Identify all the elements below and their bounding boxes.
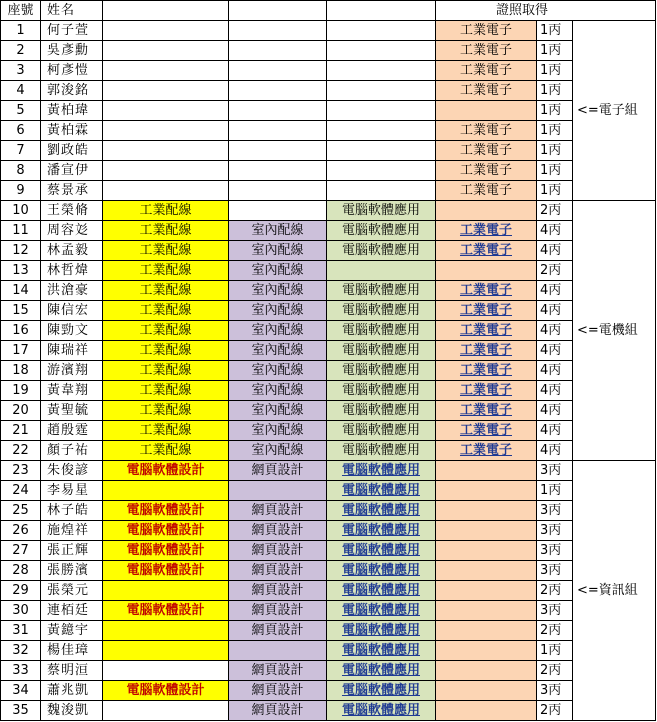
seat-number-cell: 6 xyxy=(1,121,41,141)
cert-column-3-cell xyxy=(327,81,436,101)
cert-count-cell: 2丙 xyxy=(537,621,573,641)
cert-column-1-cell: 工業配線 xyxy=(103,221,229,241)
student-name-cell: 黃聖毓 xyxy=(41,401,103,421)
table-row xyxy=(1,281,656,301)
table-row xyxy=(1,161,656,181)
cert-column-4-cell: 工業電子 xyxy=(436,401,537,421)
seat-number-cell: 28 xyxy=(1,561,41,581)
cert-column-4-cell: 工業電子 xyxy=(436,321,537,341)
cert-column-3-cell: 電腦軟體應用 xyxy=(327,301,436,321)
cert-column-2-cell xyxy=(229,141,327,161)
cert-count-cell: 2丙 xyxy=(537,701,573,721)
student-name-cell: 連栢廷 xyxy=(41,601,103,621)
student-name-cell: 朱俊諺 xyxy=(41,461,103,481)
seat-number-cell: 8 xyxy=(1,161,41,181)
student-name-cell: 林孟毅 xyxy=(41,241,103,261)
student-name-cell: 李易星 xyxy=(41,481,103,501)
cert-column-4-cell: 工業電子 xyxy=(436,61,537,81)
cert-column-3-cell: 電腦軟體應用 xyxy=(327,481,436,501)
student-name-cell: 黃韋翔 xyxy=(41,381,103,401)
table-row xyxy=(1,61,656,81)
table-row xyxy=(1,261,656,281)
seat-number-cell: 3 xyxy=(1,61,41,81)
cert-count-cell: 4丙 xyxy=(537,441,573,461)
cert-column-3-cell: 電腦軟體應用 xyxy=(327,221,436,241)
student-name-cell: 顏子祐 xyxy=(41,441,103,461)
table-row xyxy=(1,441,656,461)
cert-column-4-cell xyxy=(436,501,537,521)
header-name: 姓名 xyxy=(41,1,103,21)
cert-column-2-cell: 室內配線 xyxy=(229,341,327,361)
cert-count-cell: 1丙 xyxy=(537,81,573,101)
cert-column-1-cell xyxy=(103,101,229,121)
table-row xyxy=(1,421,656,441)
seat-number-cell: 12 xyxy=(1,241,41,261)
seat-number-cell: 16 xyxy=(1,321,41,341)
table-row xyxy=(1,81,656,101)
cert-column-2-cell: 室內配線 xyxy=(229,401,327,421)
header-blank-2 xyxy=(229,1,327,21)
cert-column-3-cell: 電腦軟體應用 xyxy=(327,201,436,221)
cert-column-1-cell xyxy=(103,581,229,601)
table-row xyxy=(1,101,656,121)
cert-column-4-cell xyxy=(436,481,537,501)
cert-column-2-cell: 網頁設計 xyxy=(229,581,327,601)
cert-column-1-cell: 電腦軟體設計 xyxy=(103,501,229,521)
cert-column-2-cell xyxy=(229,101,327,121)
cert-column-1-cell xyxy=(103,141,229,161)
cert-column-2-cell: 室內配線 xyxy=(229,281,327,301)
cert-count-cell: 2丙 xyxy=(537,661,573,681)
cert-column-4-cell: 工業電子 xyxy=(436,81,537,101)
seat-number-cell: 13 xyxy=(1,261,41,281)
cert-count-cell: 3丙 xyxy=(537,601,573,621)
cert-count-cell: 1丙 xyxy=(537,641,573,661)
student-name-cell: 陳瑞祥 xyxy=(41,341,103,361)
cert-count-cell: 3丙 xyxy=(537,561,573,581)
cert-column-3-cell: 電腦軟體應用 xyxy=(327,361,436,381)
cert-column-3-cell xyxy=(327,41,436,61)
cert-column-4-cell xyxy=(436,561,537,581)
table-row xyxy=(1,501,656,521)
seat-number-cell: 17 xyxy=(1,341,41,361)
student-name-cell: 施煌祥 xyxy=(41,521,103,541)
seat-number-cell: 18 xyxy=(1,361,41,381)
table-row xyxy=(1,301,656,321)
cert-column-1-cell: 工業配線 xyxy=(103,421,229,441)
cert-count-cell: 3丙 xyxy=(537,541,573,561)
table-row xyxy=(1,481,656,501)
cert-count-cell: 1丙 xyxy=(537,181,573,201)
cert-column-2-cell: 網頁設計 xyxy=(229,661,327,681)
cert-column-4-cell: 工業電子 xyxy=(436,381,537,401)
cert-column-1-cell xyxy=(103,621,229,641)
cert-column-4-cell xyxy=(436,601,537,621)
cert-column-2-cell: 網頁設計 xyxy=(229,461,327,481)
cert-count-cell: 1丙 xyxy=(537,61,573,81)
cert-column-3-cell: 電腦軟體應用 xyxy=(327,641,436,661)
cert-column-2-cell: 室內配線 xyxy=(229,421,327,441)
cert-column-2-cell: 網頁設計 xyxy=(229,681,327,701)
cert-column-4-cell: 工業電子 xyxy=(436,161,537,181)
cert-column-2-cell: 網頁設計 xyxy=(229,621,327,641)
seat-number-cell: 11 xyxy=(1,221,41,241)
seat-number-cell: 23 xyxy=(1,461,41,481)
student-name-cell: 周容彣 xyxy=(41,221,103,241)
cert-column-4-cell: 工業電子 xyxy=(436,421,537,441)
cert-column-3-cell xyxy=(327,61,436,81)
cert-column-2-cell: 室內配線 xyxy=(229,241,327,261)
cert-column-1-cell xyxy=(103,41,229,61)
cert-count-cell: 4丙 xyxy=(537,221,573,241)
student-name-cell: 張勝濱 xyxy=(41,561,103,581)
cert-column-3-cell: 電腦軟體應用 xyxy=(327,341,436,361)
cert-column-4-cell: 工業電子 xyxy=(436,281,537,301)
seat-number-cell: 32 xyxy=(1,641,41,661)
cert-column-3-cell: 電腦軟體應用 xyxy=(327,281,436,301)
cert-column-3-cell: 電腦軟體應用 xyxy=(327,561,436,581)
header-row xyxy=(1,1,656,21)
cert-column-1-cell xyxy=(103,121,229,141)
cert-column-3-cell: 電腦軟體應用 xyxy=(327,681,436,701)
cert-count-cell: 4丙 xyxy=(537,401,573,421)
student-name-cell: 洪滄豪 xyxy=(41,281,103,301)
seat-number-cell: 19 xyxy=(1,381,41,401)
table-row xyxy=(1,381,656,401)
cert-column-4-cell xyxy=(436,521,537,541)
cert-column-4-cell xyxy=(436,641,537,661)
cert-column-4-cell xyxy=(436,261,537,281)
seat-number-cell: 14 xyxy=(1,281,41,301)
cert-column-3-cell xyxy=(327,121,436,141)
cert-column-2-cell xyxy=(229,81,327,101)
table-row xyxy=(1,341,656,361)
cert-column-2-cell: 網頁設計 xyxy=(229,601,327,621)
cert-column-1-cell xyxy=(103,181,229,201)
cert-column-1-cell: 工業配線 xyxy=(103,321,229,341)
student-name-cell: 林哲煒 xyxy=(41,261,103,281)
student-name-cell: 黃柏瑋 xyxy=(41,101,103,121)
cert-column-2-cell: 室內配線 xyxy=(229,361,327,381)
cert-column-4-cell: 工業電子 xyxy=(436,181,537,201)
cert-column-3-cell xyxy=(327,181,436,201)
cert-count-cell: 1丙 xyxy=(537,481,573,501)
table-row xyxy=(1,21,656,41)
student-name-cell: 陳勁文 xyxy=(41,321,103,341)
student-name-cell: 蕭兆凱 xyxy=(41,681,103,701)
cert-count-cell: 1丙 xyxy=(537,21,573,41)
table-row xyxy=(1,521,656,541)
table-row xyxy=(1,461,656,481)
cert-column-1-cell: 工業配線 xyxy=(103,361,229,381)
table-row xyxy=(1,201,656,221)
cert-column-3-cell: 電腦軟體應用 xyxy=(327,601,436,621)
cert-column-2-cell xyxy=(229,61,327,81)
cert-count-cell: 2丙 xyxy=(537,261,573,281)
student-name-cell: 何子萱 xyxy=(41,21,103,41)
student-name-cell: 張榮元 xyxy=(41,581,103,601)
cert-column-4-cell: 工業電子 xyxy=(436,41,537,61)
cert-column-3-cell: 電腦軟體應用 xyxy=(327,241,436,261)
cert-column-1-cell: 工業配線 xyxy=(103,241,229,261)
seat-number-cell: 9 xyxy=(1,181,41,201)
seat-number-cell: 4 xyxy=(1,81,41,101)
cert-count-cell: 4丙 xyxy=(537,301,573,321)
seat-number-cell: 2 xyxy=(1,41,41,61)
cert-column-3-cell: 電腦軟體應用 xyxy=(327,401,436,421)
cert-column-4-cell xyxy=(436,701,537,721)
cert-count-cell: 3丙 xyxy=(537,501,573,521)
cert-column-2-cell: 室內配線 xyxy=(229,321,327,341)
table-row xyxy=(1,361,656,381)
cert-column-1-cell: 工業配線 xyxy=(103,301,229,321)
table-row xyxy=(1,241,656,261)
cert-column-3-cell: 電腦軟體應用 xyxy=(327,461,436,481)
cert-count-cell: 3丙 xyxy=(537,461,573,481)
seat-number-cell: 24 xyxy=(1,481,41,501)
student-name-cell: 黃鐿宇 xyxy=(41,621,103,641)
cert-column-3-cell: 電腦軟體應用 xyxy=(327,501,436,521)
student-name-cell: 魏浚凱 xyxy=(41,701,103,721)
cert-count-cell: 4丙 xyxy=(537,321,573,341)
cert-column-1-cell: 工業配線 xyxy=(103,441,229,461)
cert-count-cell: 4丙 xyxy=(537,241,573,261)
cert-column-1-cell xyxy=(103,481,229,501)
table-row xyxy=(1,561,656,581)
cert-column-2-cell xyxy=(229,21,327,41)
cert-column-3-cell xyxy=(327,101,436,121)
student-name-cell: 吳彥勳 xyxy=(41,41,103,61)
cert-count-cell: 4丙 xyxy=(537,381,573,401)
cert-column-1-cell xyxy=(103,661,229,681)
seat-number-cell: 34 xyxy=(1,681,41,701)
cert-column-2-cell: 網頁設計 xyxy=(229,501,327,521)
cert-count-cell: 4丙 xyxy=(537,421,573,441)
cert-column-3-cell xyxy=(327,21,436,41)
cert-column-2-cell xyxy=(229,181,327,201)
cert-count-cell: 4丙 xyxy=(537,361,573,381)
header-blank-3 xyxy=(327,1,436,21)
table-row xyxy=(1,41,656,61)
cert-column-4-cell xyxy=(436,101,537,121)
cert-count-cell: 1丙 xyxy=(537,121,573,141)
cert-count-cell: 3丙 xyxy=(537,681,573,701)
cert-column-1-cell: 電腦軟體設計 xyxy=(103,521,229,541)
cert-column-1-cell: 工業配線 xyxy=(103,341,229,361)
cert-count-cell: 1丙 xyxy=(537,141,573,161)
cert-column-4-cell: 工業電子 xyxy=(436,361,537,381)
cert-column-4-cell: 工業電子 xyxy=(436,241,537,261)
student-name-cell: 黃柏霖 xyxy=(41,121,103,141)
cert-column-1-cell xyxy=(103,641,229,661)
cert-column-4-cell: 工業電子 xyxy=(436,441,537,461)
cert-count-cell: 2丙 xyxy=(537,201,573,221)
cert-count-cell: 1丙 xyxy=(537,41,573,61)
table-row xyxy=(1,581,656,601)
table-row xyxy=(1,141,656,161)
seat-number-cell: 27 xyxy=(1,541,41,561)
seat-number-cell: 29 xyxy=(1,581,41,601)
cert-column-2-cell xyxy=(229,41,327,61)
cert-column-1-cell: 電腦軟體設計 xyxy=(103,601,229,621)
cert-count-cell: 4丙 xyxy=(537,341,573,361)
cert-column-1-cell: 電腦軟體設計 xyxy=(103,681,229,701)
cert-column-3-cell: 電腦軟體應用 xyxy=(327,621,436,641)
table-row xyxy=(1,701,656,721)
student-name-cell: 張正輝 xyxy=(41,541,103,561)
header-blank-1 xyxy=(103,1,229,21)
table-row xyxy=(1,121,656,141)
seat-number-cell: 31 xyxy=(1,621,41,641)
cert-column-4-cell xyxy=(436,661,537,681)
cert-column-1-cell xyxy=(103,81,229,101)
student-name-cell: 楊佳璋 xyxy=(41,641,103,661)
cert-column-2-cell: 室內配線 xyxy=(229,441,327,461)
student-name-cell: 游濱翔 xyxy=(41,361,103,381)
student-name-cell: 趙殷霆 xyxy=(41,421,103,441)
cert-column-2-cell xyxy=(229,481,327,501)
cert-column-3-cell xyxy=(327,141,436,161)
cert-column-1-cell xyxy=(103,21,229,41)
seat-number-cell: 30 xyxy=(1,601,41,621)
student-name-cell: 蔡景承 xyxy=(41,181,103,201)
cert-column-2-cell: 網頁設計 xyxy=(229,561,327,581)
table-row xyxy=(1,221,656,241)
cert-count-cell: 3丙 xyxy=(537,521,573,541)
cert-column-2-cell: 網頁設計 xyxy=(229,521,327,541)
group-label: <=資訊組 xyxy=(573,461,656,721)
table-row xyxy=(1,321,656,341)
seat-number-cell: 7 xyxy=(1,141,41,161)
group-label: <=電子組 xyxy=(573,21,656,201)
seat-number-cell: 15 xyxy=(1,301,41,321)
seat-number-cell: 20 xyxy=(1,401,41,421)
table-row xyxy=(1,661,656,681)
cert-count-cell: 4丙 xyxy=(537,281,573,301)
student-name-cell: 陳信宏 xyxy=(41,301,103,321)
cert-column-3-cell: 電腦軟體應用 xyxy=(327,421,436,441)
cert-column-4-cell: 工業電子 xyxy=(436,221,537,241)
cert-column-1-cell xyxy=(103,61,229,81)
cert-count-cell: 1丙 xyxy=(537,161,573,181)
student-name-cell: 蔡明洹 xyxy=(41,661,103,681)
cert-column-2-cell: 室內配線 xyxy=(229,381,327,401)
cert-column-2-cell xyxy=(229,201,327,221)
cert-column-4-cell xyxy=(436,461,537,481)
student-name-cell: 劉政皓 xyxy=(41,141,103,161)
cert-column-1-cell: 工業配線 xyxy=(103,401,229,421)
cert-column-3-cell: 電腦軟體應用 xyxy=(327,541,436,561)
seat-number-cell: 33 xyxy=(1,661,41,681)
student-name-cell: 郭浚銘 xyxy=(41,81,103,101)
table-row xyxy=(1,681,656,701)
seat-number-cell: 26 xyxy=(1,521,41,541)
table-row xyxy=(1,401,656,421)
cert-column-1-cell: 工業配線 xyxy=(103,201,229,221)
seat-number-cell: 10 xyxy=(1,201,41,221)
header-seat: 座號 xyxy=(1,1,41,21)
cert-column-4-cell: 工業電子 xyxy=(436,121,537,141)
seat-number-cell: 5 xyxy=(1,101,41,121)
student-name-cell: 柯彥愷 xyxy=(41,61,103,81)
student-name-cell: 王榮脩 xyxy=(41,201,103,221)
header-certs: 證照取得 xyxy=(436,1,656,21)
seat-number-cell: 22 xyxy=(1,441,41,461)
cert-column-1-cell: 工業配線 xyxy=(103,281,229,301)
cert-column-4-cell: 工業電子 xyxy=(436,301,537,321)
cert-column-2-cell xyxy=(229,641,327,661)
student-name-cell: 潘宣伊 xyxy=(41,161,103,181)
cert-count-cell: 1丙 xyxy=(537,101,573,121)
table-row xyxy=(1,641,656,661)
cert-column-1-cell xyxy=(103,161,229,181)
table-row xyxy=(1,621,656,641)
cert-column-4-cell xyxy=(436,201,537,221)
cert-column-2-cell xyxy=(229,161,327,181)
cert-column-3-cell xyxy=(327,161,436,181)
cert-column-1-cell: 工業配線 xyxy=(103,261,229,281)
cert-column-4-cell xyxy=(436,621,537,641)
seat-number-cell: 21 xyxy=(1,421,41,441)
cert-column-3-cell: 電腦軟體應用 xyxy=(327,321,436,341)
cert-column-3-cell: 電腦軟體應用 xyxy=(327,581,436,601)
table-row xyxy=(1,181,656,201)
cert-column-1-cell: 工業配線 xyxy=(103,381,229,401)
cert-column-4-cell: 工業電子 xyxy=(436,21,537,41)
cert-column-4-cell xyxy=(436,581,537,601)
seat-number-cell: 1 xyxy=(1,21,41,41)
seat-number-cell: 35 xyxy=(1,701,41,721)
cert-column-2-cell: 室內配線 xyxy=(229,221,327,241)
cert-column-2-cell: 室內配線 xyxy=(229,301,327,321)
cert-column-2-cell: 室內配線 xyxy=(229,261,327,281)
cert-column-3-cell: 電腦軟體應用 xyxy=(327,701,436,721)
cert-column-2-cell: 網頁設計 xyxy=(229,541,327,561)
cert-column-3-cell xyxy=(327,261,436,281)
cert-column-4-cell xyxy=(436,681,537,701)
cert-column-4-cell: 工業電子 xyxy=(436,141,537,161)
cert-column-1-cell xyxy=(103,701,229,721)
cert-column-4-cell xyxy=(436,541,537,561)
seat-number-cell: 25 xyxy=(1,501,41,521)
cert-column-2-cell xyxy=(229,121,327,141)
cert-column-3-cell: 電腦軟體應用 xyxy=(327,381,436,401)
group-label: <=電機組 xyxy=(573,201,656,461)
table-row xyxy=(1,601,656,621)
cert-column-4-cell: 工業電子 xyxy=(436,341,537,361)
cert-column-3-cell: 電腦軟體應用 xyxy=(327,441,436,461)
cert-column-3-cell: 電腦軟體應用 xyxy=(327,521,436,541)
cert-column-1-cell: 電腦軟體設計 xyxy=(103,461,229,481)
cert-column-3-cell: 電腦軟體應用 xyxy=(327,661,436,681)
student-name-cell: 林子皓 xyxy=(41,501,103,521)
cert-column-1-cell: 電腦軟體設計 xyxy=(103,541,229,561)
cert-count-cell: 2丙 xyxy=(537,581,573,601)
table-row xyxy=(1,541,656,561)
cert-column-1-cell: 電腦軟體設計 xyxy=(103,561,229,581)
cert-column-2-cell: 網頁設計 xyxy=(229,701,327,721)
